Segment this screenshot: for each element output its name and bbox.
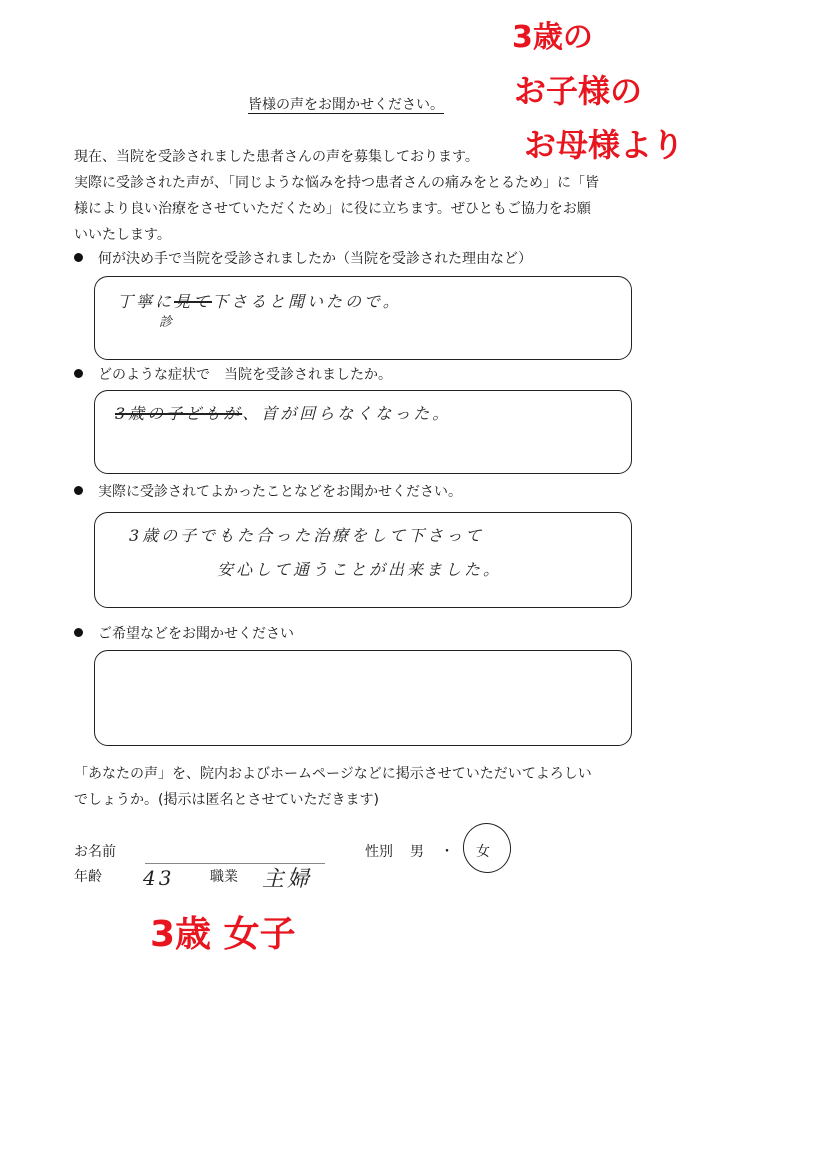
job-value: 主婦 <box>262 867 313 892</box>
question-1-label: 何が決め手で当院を受診されましたか（当院を受診された理由など） <box>98 251 532 267</box>
intro-line-2: 実際に受診された声が、「同じような悩みを持つ患者さんの痛みをとるため」に「皆 <box>74 175 599 191</box>
page-title: 皆様の声をお聞かせください。 <box>248 97 444 113</box>
answer-box-1[interactable] <box>94 276 632 360</box>
annotation-line-2: お子様の <box>514 72 643 110</box>
answer-1-struck: 見て <box>174 292 213 311</box>
bullet-icon <box>74 486 83 495</box>
age-label: 年齢 <box>74 869 102 885</box>
question-2-label: どのような症状で 当院を受診されましたか。 <box>98 367 392 383</box>
consent-line-2: でしょうか。(掲示は匿名とさせていただきます) <box>74 792 379 808</box>
answer-3-line-2: 安心して通うことが出来ました。 <box>217 560 503 579</box>
selection-circle <box>458 819 515 878</box>
intro-line-1: 現在、当院を受診されました患者さんの声を募集しております。 <box>74 149 479 165</box>
gender-option-female[interactable]: 女 <box>476 844 490 860</box>
bullet-icon <box>74 253 83 262</box>
answer-1-part2: 下さると聞いたので。 <box>212 292 402 311</box>
consent-line-1: 「あなたの声」を、院内およびホームページなどに掲示させていただいてよろしい <box>74 766 592 782</box>
answer-1-part1: 丁寧に <box>117 292 175 311</box>
gender-option-male[interactable]: 男 <box>410 844 424 860</box>
question-4-label: ご希望などをお聞かせください <box>98 626 294 642</box>
question-2 <box>74 364 392 384</box>
name-underline <box>145 863 325 864</box>
gender-separator: ・ <box>440 844 454 860</box>
annotation-line-1: 3歳の <box>512 20 593 55</box>
answer-box-2[interactable] <box>94 390 632 474</box>
bullet-icon <box>74 628 83 637</box>
answer-box-3[interactable] <box>94 512 632 608</box>
answer-box-4[interactable] <box>94 650 632 746</box>
name-label: お名前 <box>74 844 116 860</box>
answer-2-struck: 3歳の子どもが <box>115 404 243 423</box>
answer-2-part: 、首が回らなくなった。 <box>242 404 452 423</box>
bullet-icon <box>74 369 83 378</box>
question-4 <box>74 623 294 643</box>
age-value: 43 <box>143 866 175 890</box>
intro-line-3: 様により良い治療をさせていただくため」に役に立ちます。ぜひともご協力をお願 <box>74 201 591 217</box>
intro-line-4: いいたします。 <box>74 227 171 243</box>
answer-1-correction: 診 <box>159 315 176 330</box>
question-3 <box>74 481 462 501</box>
answer-2-text <box>115 401 451 424</box>
annotation-bottom: 3歳 女子 <box>150 914 296 955</box>
answer-1-text <box>117 289 402 312</box>
job-label: 職業 <box>210 869 238 885</box>
answer-3-line-1: 3歳の子でもた合った治療をして下さって <box>129 526 485 545</box>
annotation-line-3: お母様より <box>524 126 685 164</box>
question-3-label: 実際に受診されてよかったことなどをお聞かせください。 <box>98 484 462 500</box>
question-1 <box>74 248 532 268</box>
gender-label: 性別 <box>365 844 393 860</box>
